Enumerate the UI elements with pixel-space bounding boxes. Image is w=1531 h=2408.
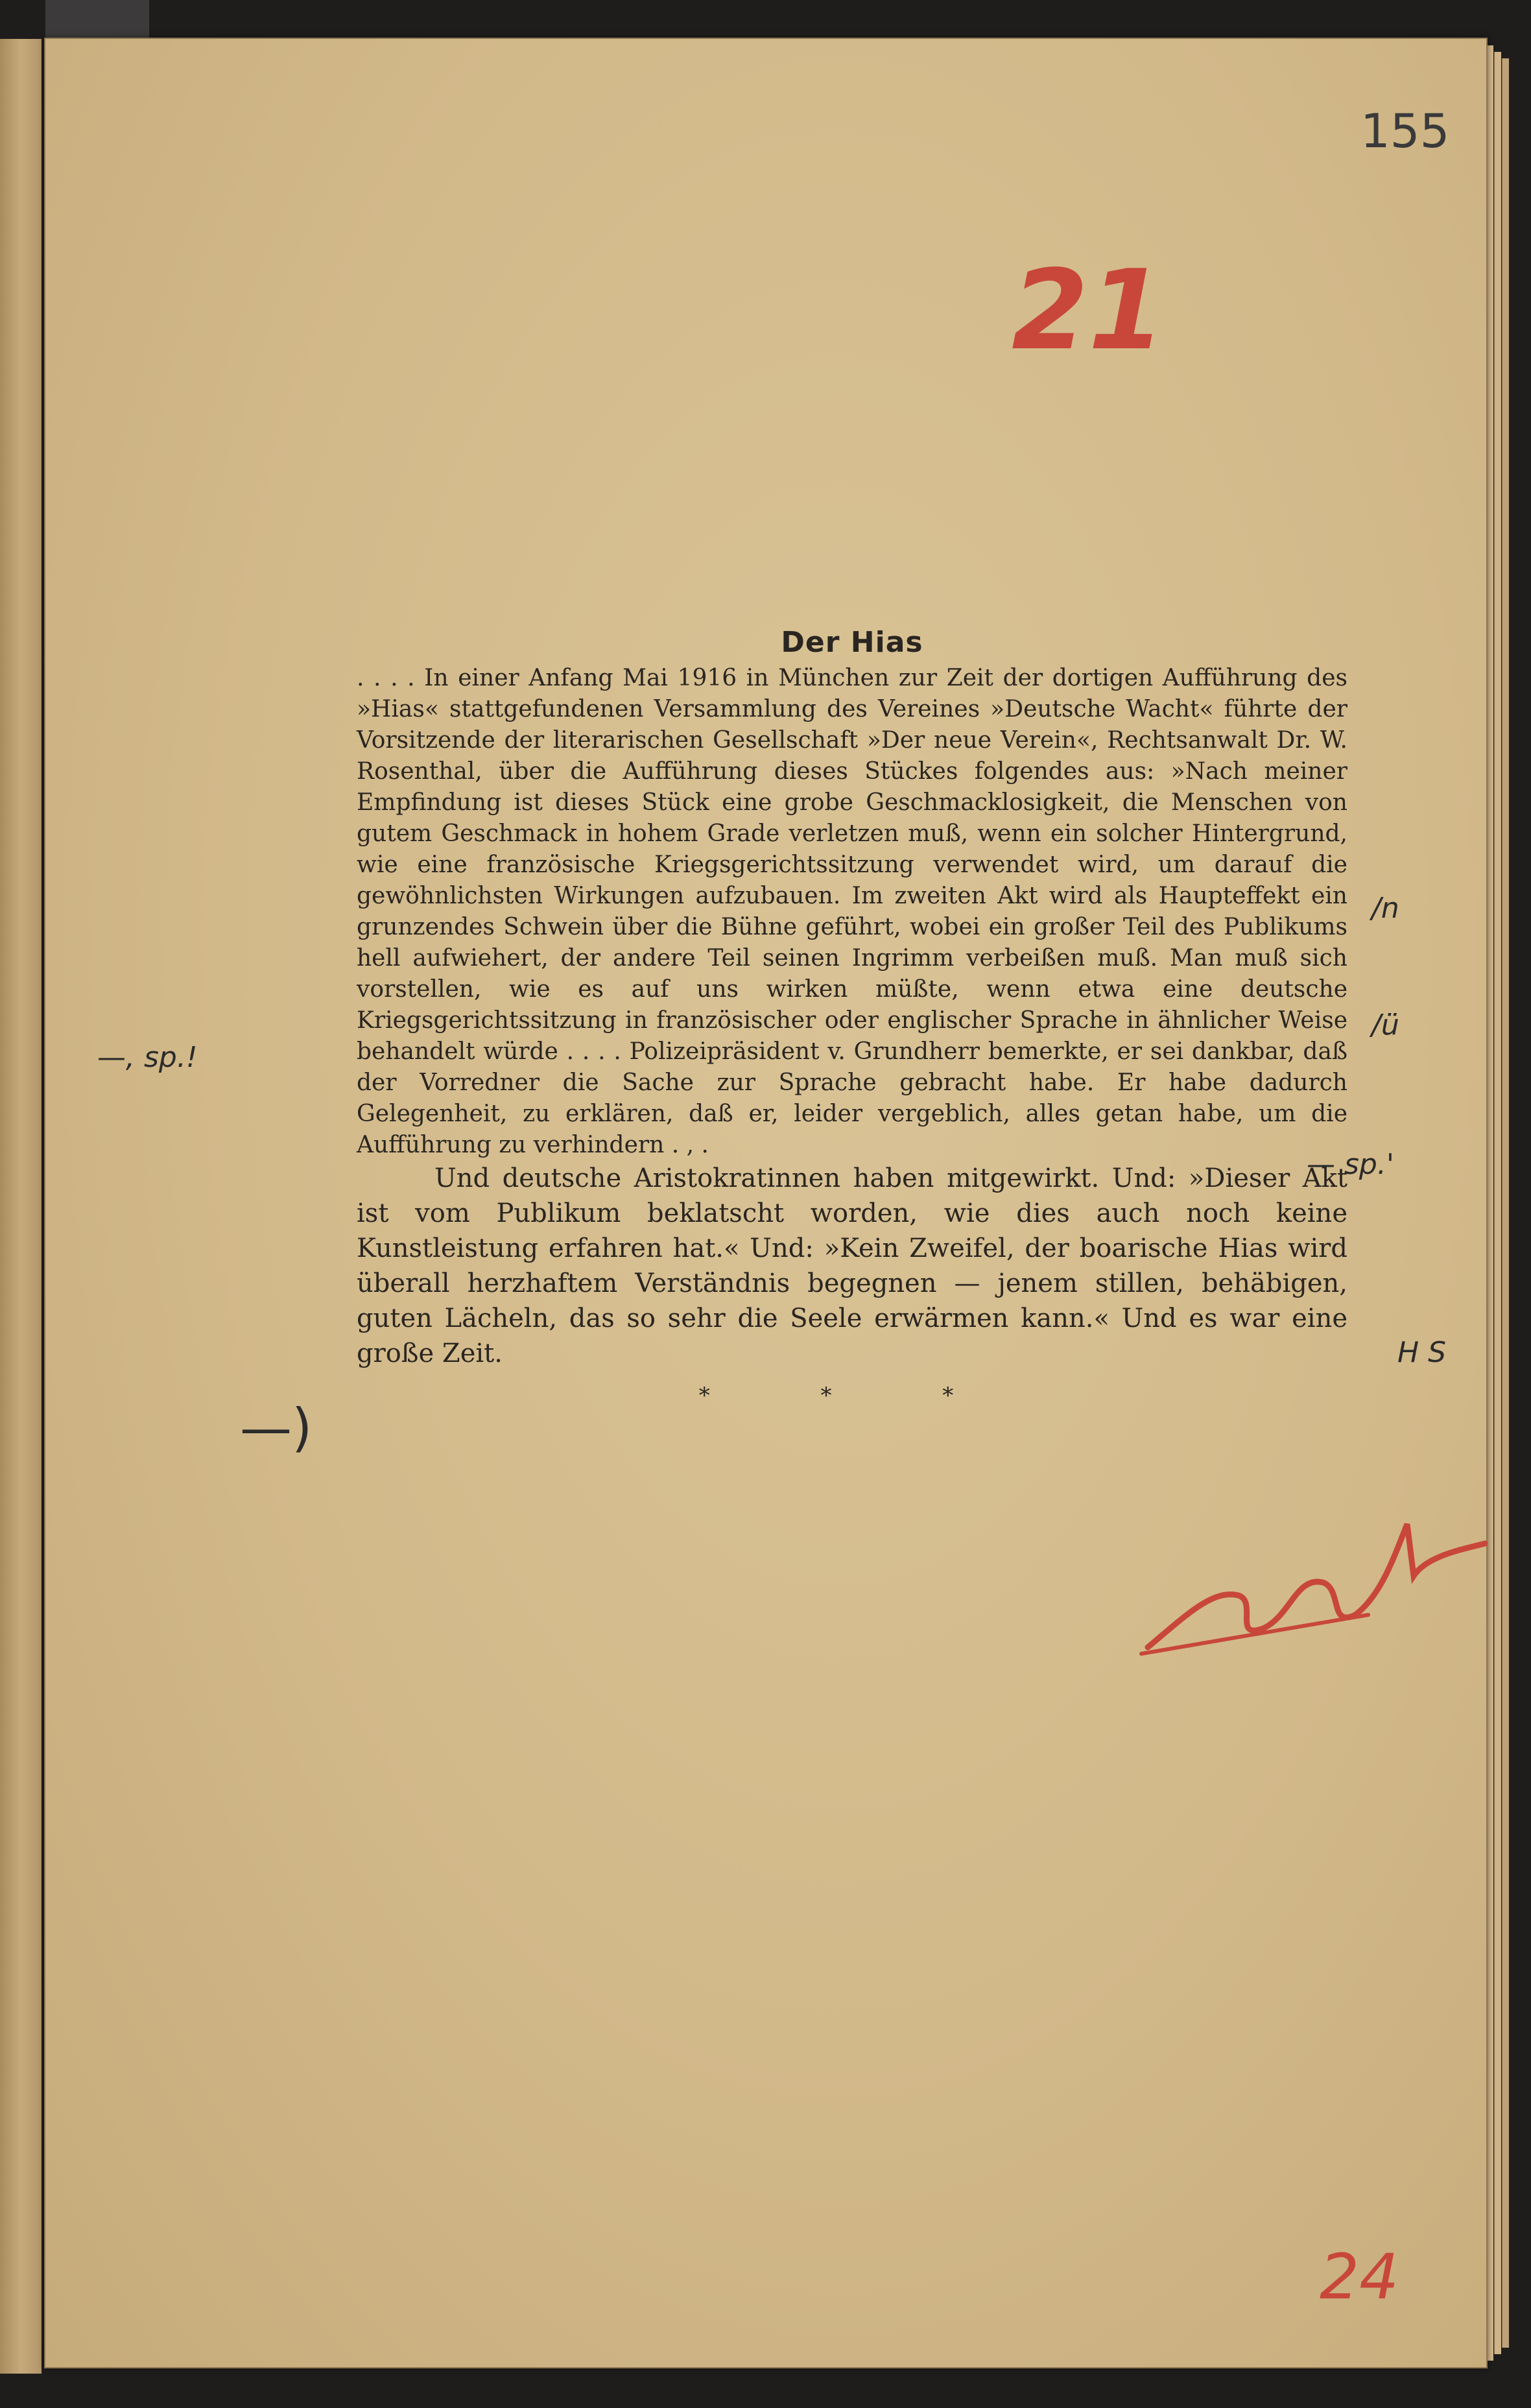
margin-note: /n (1371, 892, 1399, 925)
article-title: Der Hias (781, 626, 923, 659)
page-number: 155 (1360, 104, 1450, 158)
margin-note: /ü (1371, 1008, 1399, 1042)
article (357, 626, 1347, 1409)
margin-note: H S (1397, 1336, 1447, 1369)
article-paragraph: . . . . In einer Anfang Mai 1916 in München zur Zeit der dortigen Aufführung des »Hias« stattgefundenen Versammlung des Vereines »Deutsche Wacht« führte der Vorsitzende der literarischen Gesellschaft »Der neue Verein«, Rechtsanwalt Dr. W. Rosenthal, über die Aufführung dieses Stückes folgendes aus: »Nach meiner Empfindung ist dieses Stück eine grobe Geschmacklosigkeit, die Menschen von gutem Geschmack in hohem Grade verletzen muß, wenn ein solcher Hintergrund, wie eine französische Kriegsgerichtssitzung verwendet wird, um darauf die gewöhnlichsten Wirkungen aufzubauen. Im zweiten Akt wird als Haupteffekt ein grunzendes Schwein über die Bühne geführt, wobei ein großer Teil des Publikums hell aufwiehert, der andere Teil seinen Ingrimm verbeißen muß. Man muß sich vorstellen, wie es auf uns wirken müßte, wenn etwa eine deutsche Kriegsgerichtssitzung in französischer oder englischer Sprache in ähnlicher Weise behandelt würde . . . . Polizeipräsident v. Grundherr bemerkte, er sei dankbar, daß der Vorredner die Sache zur Sprache gebracht habe. Er habe dadurch Gelegenheit, zu erklären, daß er, leider vergeblich, alles getan habe, um die Aufführung zu verhindern . , . (357, 665, 1347, 1158)
red-pencil-number: 24 (1320, 2241, 1399, 2313)
red-pencil-signature (1135, 1498, 1498, 1667)
margin-bracket: —) (240, 1398, 313, 1458)
red-pencil-number: 21 (1012, 246, 1165, 375)
page-edge (1502, 58, 1509, 2348)
margin-note: —, sp.! (97, 1041, 198, 1074)
section-divider: * * * (698, 1383, 1006, 1409)
binding-top (45, 0, 149, 39)
document-page (44, 38, 1488, 2368)
previous-page-edge (0, 39, 42, 2374)
article-paragraph: Und deutsche Aristokratinnen haben mitgewirkt. Und: »Dieser Akt ist vom Publikum beklatscht worden, wie dies auch noch keine Kunstleistung erfahren hat.« Und: »Kein Zweifel, der boarische Hias wird überall herzhaftem Verständnis begegnen — jenem stillen, behäbigen, guten Lächeln, das so sehr die Seele erwärmen kann.« Und es war eine große Zeit. (357, 1163, 1347, 1368)
margin-note: — sp.' (1307, 1148, 1394, 1181)
page-edge (1494, 52, 1501, 2354)
